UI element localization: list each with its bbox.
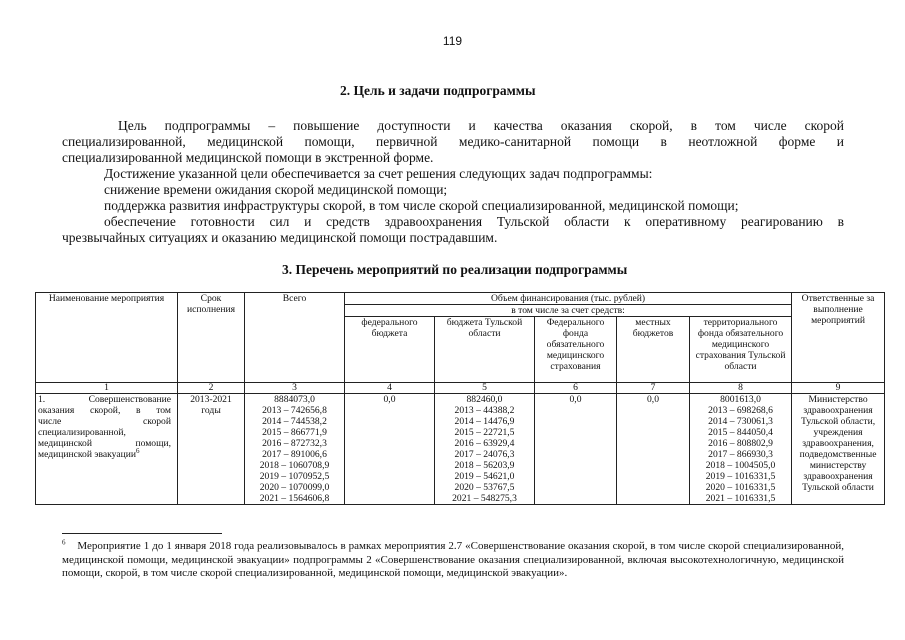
cell-territorial-fund: 8001613,0 2013 – 698268,6 2014 – 730061,3 2015 – 844050,4 2016 – 808802,9 2017 – 866930,3 2018 – 1004505,0 2019 – 1016331,5 2020 – 1016331,5 2021 – 1016331,5 xyxy=(690,394,792,505)
cell-fund: 0,0 xyxy=(535,394,617,505)
header-name: Наименование мероприятия xyxy=(36,293,178,383)
column-number: 4 xyxy=(345,383,435,394)
column-number: 2 xyxy=(178,383,245,394)
section-2-title: 2. Цель и задачи подпрограммы xyxy=(340,83,536,98)
column-number: 8 xyxy=(690,383,792,394)
task-3-line-2: чрезвычайных ситуациях и оказанию медицинской помощи пострадавшим. xyxy=(62,230,498,245)
header-regional: бюджета Тульской области xyxy=(435,317,535,383)
header-local: местных бюджетов xyxy=(617,317,690,383)
cell-federal: 0,0 xyxy=(345,394,435,505)
column-number: 6 xyxy=(535,383,617,394)
column-number: 7 xyxy=(617,383,690,394)
task-1: снижение времени ожидания скорой медицинской помощи; xyxy=(104,182,448,197)
column-number: 3 xyxy=(245,383,345,394)
cell-total: 8884073,0 2013 – 742656,8 2014 – 744538,2 2015 – 866771,9 2016 – 872732,3 2017 – 891006,6 2018 – 1060708,9 2019 – 1070952,5 2020 – 1070099,0 2021 – 1564606,8 xyxy=(245,394,345,505)
header-fund: Федерального фонда обязательного медицинского страхования xyxy=(535,317,617,383)
header-total: Всего xyxy=(245,293,345,383)
goal-line-1: Цель подпрограммы – повышение доступности и качества оказания скорой, в том числе скорой xyxy=(118,118,844,133)
tasks-intro: Достижение указанной цели обеспечивается за счет решения следующих задач подпрограммы: xyxy=(104,166,653,181)
cell-term: 2013-2021 годы xyxy=(178,394,245,505)
footnote xyxy=(62,540,844,581)
task-2: поддержка развития инфраструктуры скорой, в том числе скорой специализированной, медицинской помощи; xyxy=(104,198,739,213)
task-3-line-1: обеспечение готовности сил и средств здравоохранения Тульской области к оперативному реагированию в xyxy=(104,214,844,229)
footnote-text: Мероприятие 1 до 1 января 2018 года реализовывалось в рамках мероприятия 2.7 «Совершенствование оказания скорой, в том числе скорой специализированной, медицинской помощи, медицинской эвакуации» подпрограммы 2 «Совершенствование оказания специализированной, включая высокотехнологичную, медицинской помощи, скорой, в том числе скорой специализированной, медицинской помощи, медицинской эвакуации». xyxy=(62,540,844,579)
table-row xyxy=(36,394,885,505)
header-territorial-fund: территориального фонда обязательного медицинского страхования Тульской области xyxy=(690,317,792,383)
goal-line-2: специализированной, медицинской помощи, первичной медико-санитарной помощи в неотложной форме и xyxy=(62,134,844,149)
section-3-title: 3. Перечень мероприятий по реализации подпрограммы xyxy=(282,262,628,277)
cell-responsible: Министерство здравоохранения Тульской области, учреждения здравоохранения, подведомственные министерству здравоохранения Тульской области xyxy=(792,394,885,505)
header-federal: федерального бюджета xyxy=(345,317,435,383)
header-including: в том числе за счет средств: xyxy=(345,305,792,317)
footnote-number: 6 xyxy=(62,538,66,547)
goal-line-3: специализированной медицинской помощи в экстренной форме. xyxy=(62,150,434,165)
header-term: Срок исполнения xyxy=(178,293,245,383)
cell-local: 0,0 xyxy=(617,394,690,505)
page-number: 119 xyxy=(442,34,463,48)
footnote-divider xyxy=(62,533,222,534)
column-number: 1 xyxy=(36,383,178,394)
cell-activity-name: 1. Совершенствование оказания скорой, в том числе скорой специализированной, медицинской помощи, медицинской эвакуации$^6$ xyxy=(36,394,178,505)
cell-regional: 882460,0 2013 – 44388,2 2014 – 14476,9 2015 – 22721,5 2016 – 63929,4 2017 – 24076,3 2018 – 56203,9 2019 – 54621,0 2020 – 53767,5 2021 – 548275,3 xyxy=(435,394,535,505)
activities-table xyxy=(35,292,885,505)
column-number: 9 xyxy=(792,383,885,394)
header-responsible: Ответственные за выполнение мероприятий xyxy=(792,293,885,383)
footnote-mark: 6 xyxy=(136,446,140,455)
column-number: 5 xyxy=(435,383,535,394)
header-financing: Объем финансирования (тыс. рублей) xyxy=(345,293,792,305)
